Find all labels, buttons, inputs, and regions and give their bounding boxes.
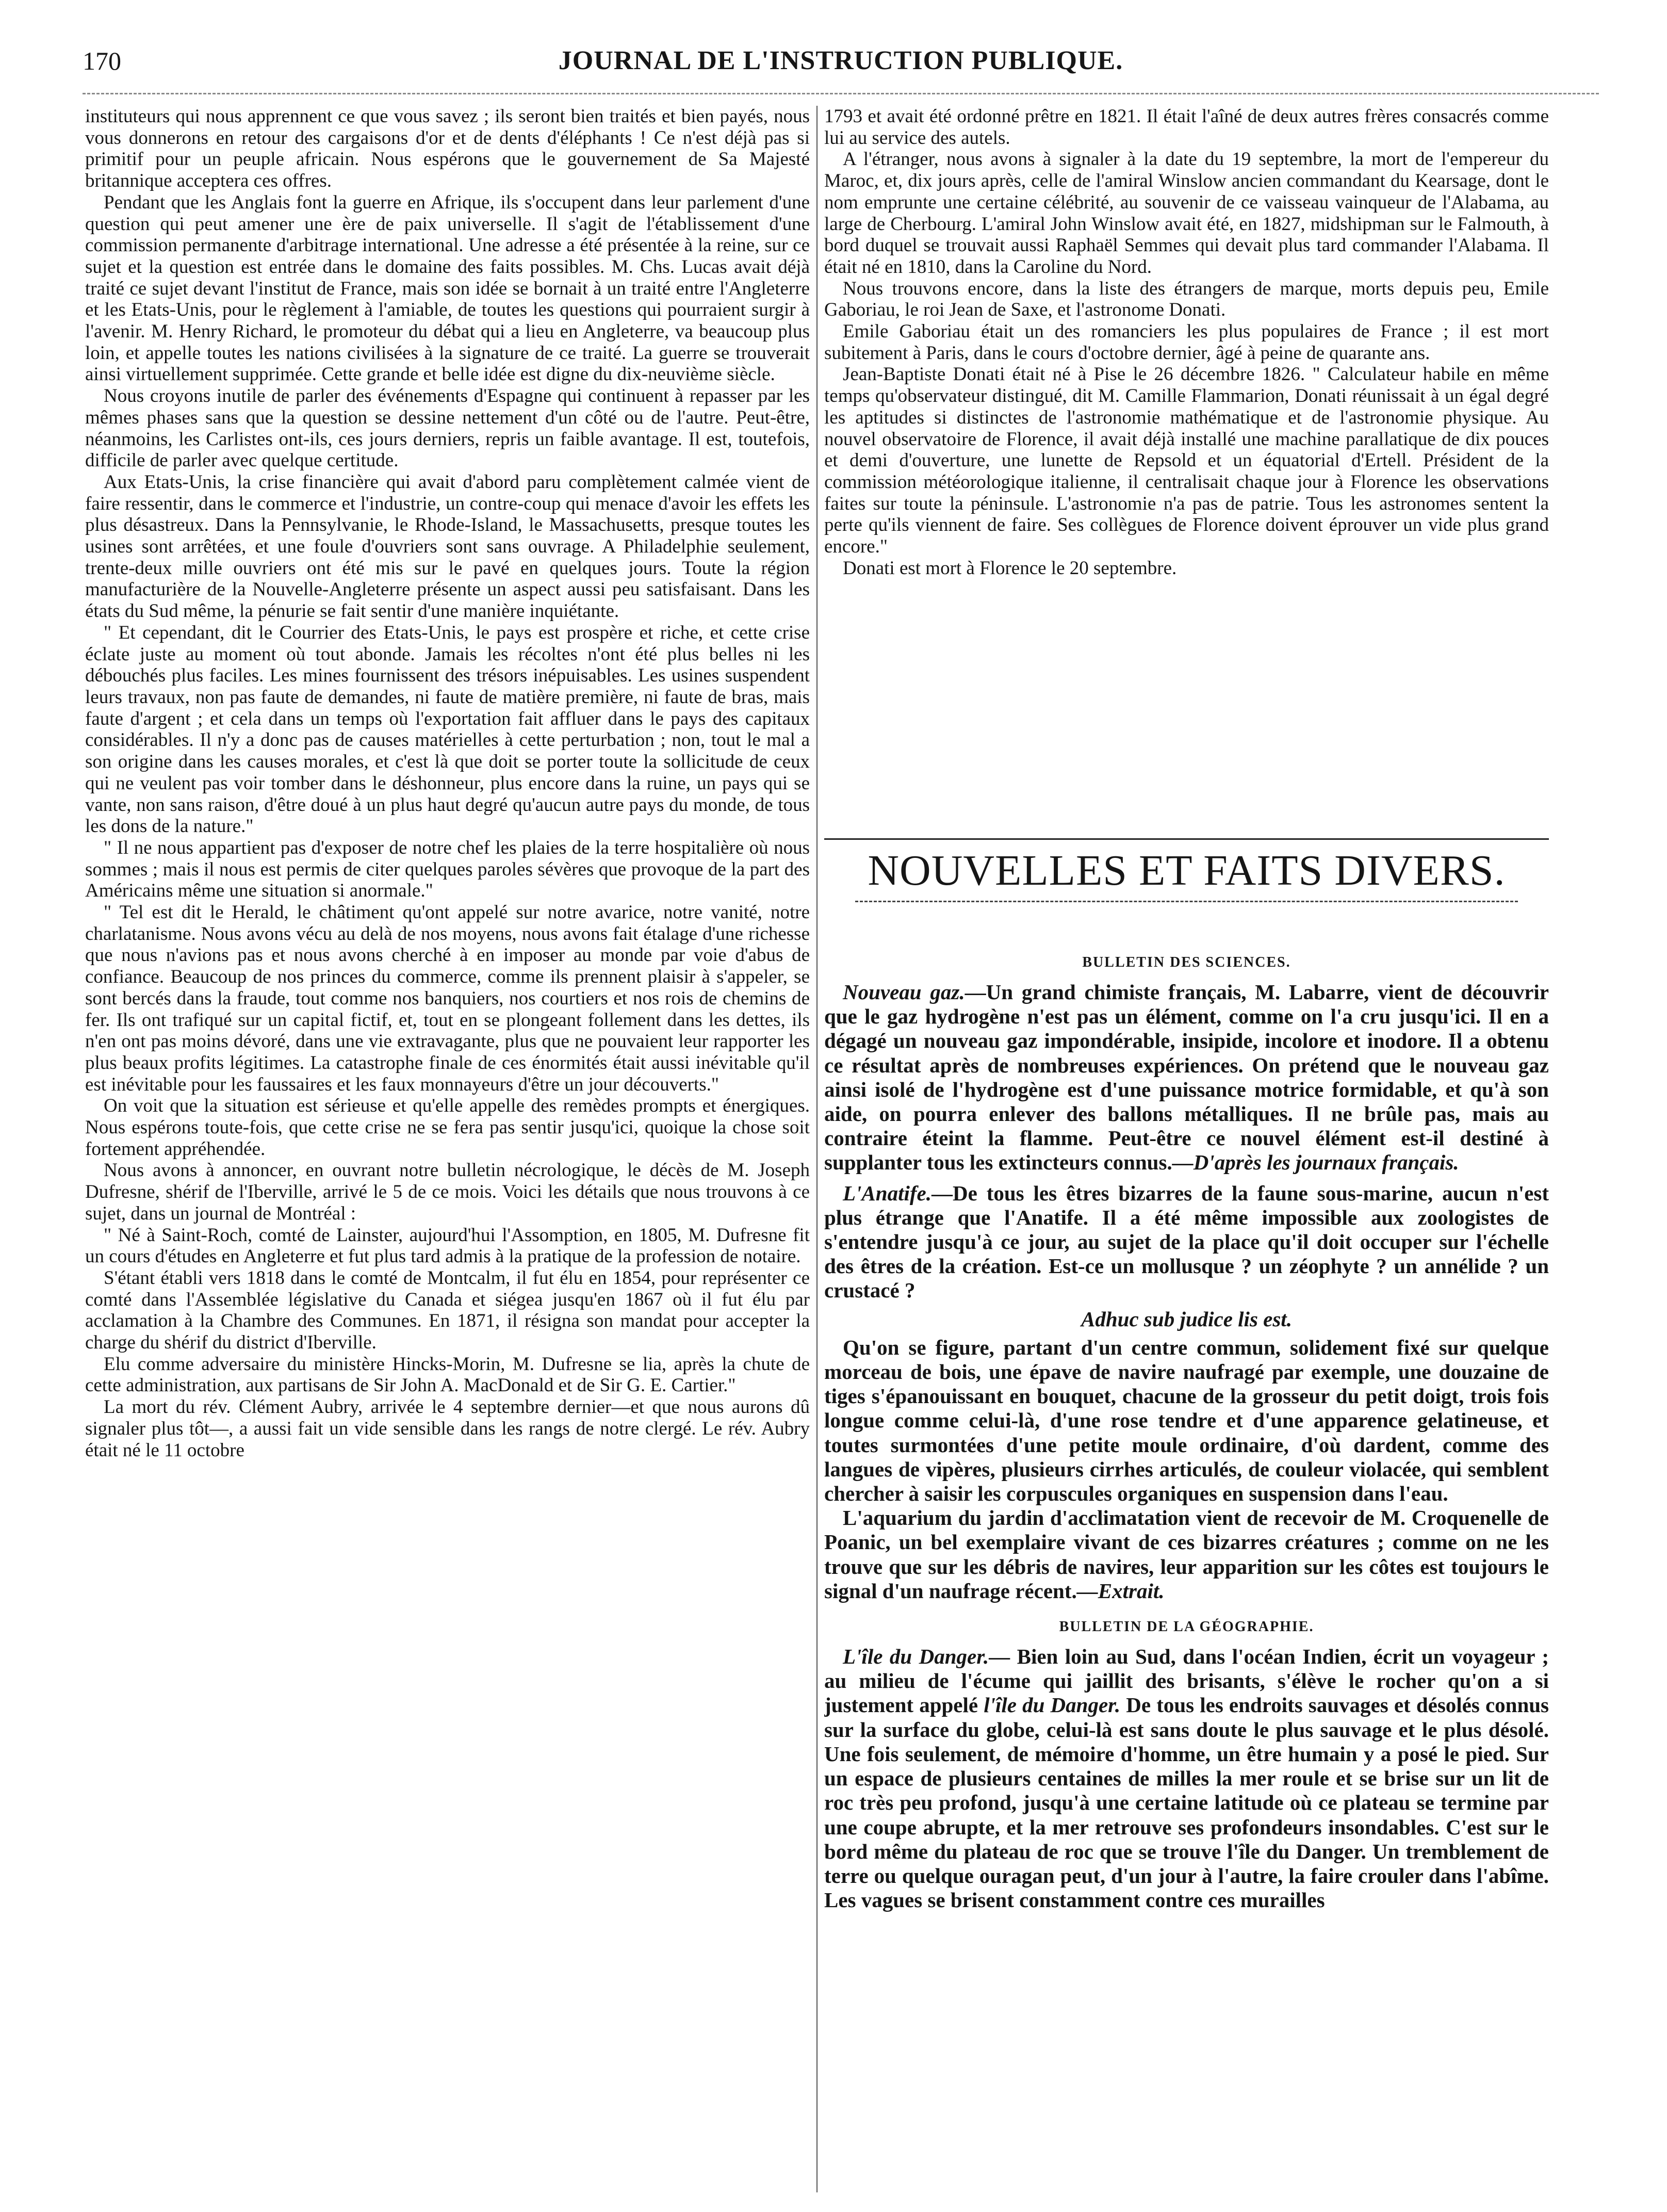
section-title: NOUVELLES ET FAITS DIVERS. <box>868 847 1506 894</box>
paragraph: Donati est mort à Florence le 20 septembre. <box>843 557 1177 579</box>
article-text: —Un grand chimiste français, M. Labarre, vient de découvrir que le gaz hydrogène n'est pas un élément, comme on l'a cru jusqu'ici. Il en a dégagé un nouveau gaz impondérable, insipide, incolore et inodore. Il a obtenu ce résultat après de nombreuses expériences. On prétend que le nouveau gaz ainsi isolé de l'hydrogène est d'une puissance motrice formidable, et qu'à son aide, on pourra enlever des ballons métalliques. Il ne brûle pas, mais au contraire éteint la flamme. Peut-être ce nouvel élément est-il destiné à supplanter tous les extincteurs connus. <box>824 980 1549 1175</box>
paragraph: Emile Gaboriau était un des romanciers les plus populaires de France ; il est mort subitement à Paris, dans le cours d'octobre dernier, âgé à peine de quarante ans. <box>824 321 1549 364</box>
journal-title: JOURNAL DE L'INSTRUCTION PUBLIQUE. <box>558 46 1123 75</box>
article-ile-du-danger <box>824 1645 1549 1912</box>
article-source: —D'après les journaux français. <box>1172 1150 1459 1175</box>
paragraph: Pendant que les Anglais font la guerre en Afrique, ils s'occupent dans leur parlement d'une question qui peut amener une ère de paix universelle. Il s'agit de l'établissement d'une commission permanente d'arbitrage international. Une adresse a été présentée à la reine, sur ce sujet et la question est entrée dans le domaine des faits possibles. M. Chs. Lucas avait déjà traité ce sujet devant l'institut de France, mais son idée se bornait à un traité entre l'Angleterre et les Etats-Unis, pour le règlement à l'amiable, de toutes les questions qui pourraient surgir à l'avenir. M. Henry Richard, le promoteur du débat qui a lieu en Angleterre, va beaucoup plus loin, et appelle toutes les nations civilisées à la signature de ce traité. La guerre se trouverait ainsi virtuellement supprimée. Cette grande et belle idée est digne du dix-neuvième siècle. <box>85 191 810 385</box>
article-title: Nouveau gaz. <box>843 980 965 1004</box>
article-nouveau-gaz <box>824 980 1549 1175</box>
paragraph <box>824 1506 1549 1603</box>
paragraph: On voit que la situation est sérieuse et qu'elle appelle des remèdes prompts et énergiques. Nous espérons toute-fois, que cette crise ne se fera pas sentir jusqu'ici, quoique la chose soit fortement appréhendée. <box>85 1095 810 1160</box>
paragraph: 1793 et avait été ordonné prêtre en 1821. Il était l'aîné de deux autres frères consacrés comme lui au service des autels. <box>824 106 1549 149</box>
article-source: —Extrait. <box>1076 1579 1165 1603</box>
article-text: De tous les endroits sauvages et désolés connus sur la surface du globe, celui-là est sans doute le plus sauvage et le plus désolé. Une fois seulement, de mémoire d'homme, un être humain y a posé le pied. Sur un espace de plusieurs centaines de milles la mer roule et se brise sur un lit de roc très peu profond, jusqu'à une certaine latitude où ce plateau se termine par une coupe abrupte, et la mer retrouve ses profondeurs insondables. C'est sur le bord même du plateau de roc que se trouve l'île du Danger. Un tremblement de terre ou quelque ouragan peut, d'un jour à l'autre, la faire crouler dans l'abîme. Les vagues se brisent constamment contre ces murailles <box>824 1693 1549 1912</box>
section-rule <box>824 838 1549 840</box>
paragraph: Nous avons à annoncer, en ouvrant notre bulletin nécrologique, le décès de M. Joseph Dufresne, shérif de l'Iberville, arrivé le 5 de ce mois. Voici les détails que nous trouvons à ce sujet, dans un journal de Montréal : <box>85 1160 810 1224</box>
right-column-top <box>824 106 1549 807</box>
paragraph: Nous trouvons encore, dans la liste des étrangers de marque, morts depuis peu, Emile Gaboriau, le roi Jean de Saxe, et l'astronome Donati. <box>824 278 1549 321</box>
article-text: —De tous les êtres bizarres de la faune sous-marine, aucun n'est plus étrange que l'Anatife. Il a été même impossible aux zoologistes de s'entendre jusqu'à ce jour, au sujet de la place qu'il doit occuper sur l'échelle des êtres de la création. Est-ce un mollusque ? un zéophyte ? un annélide ? un crustacé ? <box>824 1181 1549 1303</box>
article-text: — Bien loin au Sud, dans l'océan Indien, écrit un voyageur ; au milieu de l'écume qui jaillit des brisants, s'élève le rocher qu'on a si justement appelé <box>824 1645 1549 1717</box>
paragraph: " Il ne nous appartient pas d'exposer de notre chef les plaies de la terre hospitalière où nous sommes ; mais il nous est permis de citer quelques paroles sévères que provoque de la part des Américains même une situation si anormale." <box>85 837 810 902</box>
paragraph: " Tel est dit le Herald, le châtiment qu'ont appelé sur notre avarice, notre vanité, notre charlatanisme. Nous avons vécu au delà de nos moyens, nous avons fait étalage d'une richesse que nous n'avions pas et nous avons cherché à en imposer au monde par voie d'abus de confiance. Beaucoup de nos princes du commerce, comme ils prennent plaisir à s'appeler, se sont bercés dans la fraude, tout comme nos banquiers, nos courtiers et nos rois de chemins de fer. Ils ont trafiqué sur un capital fictif, et, tout en se plongeant follement dans les dettes, ils n'en ont pas moins dévoré, dans une vie extravagante, plus que ne pouvaient leur rapporter les plus beaux profits légitimes. La catastrophe finale de ces énormités était aussi inévitable qu'il est inévitable pour les faussaires et les faux monnayeurs d'être un jour découverts." <box>85 902 810 1095</box>
latin-quote: Adhuc sub judice lis est. <box>1081 1307 1292 1331</box>
bulletin-sciences-heading: BULLETIN DES SCIENCES. <box>1082 954 1291 970</box>
paragraph: Elu comme adversaire du ministère Hincks-Morin, M. Dufresne se lia, après la chute de cette administration, aux partisans de Sir John A. MacDonald et de Sir G. E. Cartier." <box>85 1353 810 1396</box>
paragraph: Jean-Baptiste Donati était né à Pise le 26 décembre 1826. " Calculateur habile en même temps qu'observateur distingué, dit M. Camille Flammarion, Donati réunissait à un égal degré les aptitudes si distinctes de l'astronomie mathématique et de l'astronomie physique. Au nouvel observatoire de Florence, il avait déjà installé une machine parallatique de dix pouces et demi d'ouverture, une lunette de Repsold et un équatorial d'Ertell. Président de la commission météorologique italienne, il centralisait chaque jour à Florence les observations faites sur toute la péninsule. L'astronomie n'a pas de patrie. Tous les astronomes sentent la perte qu'ils viennent de faire. Ses collègues de Florence doivent éprouver un vide plus grand encore." <box>824 364 1549 558</box>
paragraph: " Né à Saint-Roch, comté de Lainster, aujourd'hui l'Assomption, en 1805, M. Dufresne fit un cours d'études en Angleterre et fut plus tard admis à la pratique de la profession de notaire. <box>85 1224 810 1267</box>
paragraph: S'étant établi vers 1818 dans le comté de Montcalm, il fut élu en 1854, pour représenter ce comté dans l'Assemblée législative du Canada et siégea jusqu'en 1867 où il fut élu par acclamation à la Chambre des Communes. En 1871, il résigna son mandat pour accepter la charge du shérif du district d'Iberville. <box>85 1267 810 1354</box>
page-number: 170 <box>83 46 121 75</box>
paragraph: " Et cependant, dit le Courrier des Etats-Unis, le pays est prospère et riche, et cette crise éclate juste au moment où tout abonde. Jamais les récoltes n'ont été plus belles ni les débouchés plus faciles. Les mines fournissent des trésors inépuisables. Les usines suspendent leurs travaux, non pas faute de demandes, ni faute de matière première, ni faute de bras, mais faute d'argent ; et cela dans un temps où l'exportation fait affluer dans le pays des capitaux considérables. Il n'y a donc pas de causes matérielles à cette perturbation ; non, tout le mal a son origine dans les causes morales, et c'est là que doit se porter toute la sollicitude de ceux qui ne veulent pas voir tomber dans le déshonneur, plus encore dans la ruine, un pays qui se vante, non sans raison, d'être doué à un plus haut degré qu'aucun autre pays du monde, de tous les dons de la nature." <box>85 622 810 837</box>
paragraph: Nous croyons inutile de parler des événements d'Espagne qui continuent à repasser par les mêmes phases sans que la question se dessine nettement d'un côté ou de l'autre. Peut-être, néanmoins, les Carlistes ont-ils, ces jours derniers, repris un faible avantage. Il est, toutefois, difficile de parler avec quelque certitude. <box>85 385 810 471</box>
bulletin-geographie-heading: BULLETIN DE LA GÉOGRAPHIE. <box>1059 1619 1314 1635</box>
left-column <box>85 106 810 2195</box>
column-divider <box>816 106 818 2192</box>
section-rule-dashed <box>855 901 1518 902</box>
paragraph: A l'étranger, nous avons à signaler à la date du 19 septembre, la mort de l'empereur du Maroc, et, dix jours après, celle de l'amiral Winslow ancien commandant du Kearsage, dont le nom emprunte une certaine célébrité, au souvenir de ce vaisseau vainqueur de l'Alabama, au large de Cherbourg. L'amiral John Winslow avait été, en 1827, midshipman sur le Falmouth, à bord duquel se trouvait aussi Raphaël Semmes qui devait plus tard commander l'Alabama. Il était né en 1810, dans la Caroline du Nord. <box>824 149 1549 278</box>
article-anatife <box>824 1181 1549 1303</box>
right-column-bottom <box>824 939 1549 2198</box>
article-title: L'Anatife. <box>843 1181 931 1205</box>
article-title-inline: l'île du Danger. <box>984 1693 1121 1717</box>
header-rule <box>83 93 1599 94</box>
paragraph: instituteurs qui nous apprennent ce que vous savez ; ils seront bien traités et bien payés, nous vous donnerons en retour des cargaisons d'or et de dents d'éléphants ! Ce n'est déjà pas si primitif pour un peuple africain. Nous espérons que le gouvernement de Sa Majesté britannique acceptera ces offres. <box>85 106 810 192</box>
faits-divers-header <box>824 838 1549 902</box>
page-header <box>83 45 1599 82</box>
paragraph: Qu'on se figure, partant d'un centre commun, solidement fixé sur quelque morceau de bois, une épave de navire naufragé par exemple, une douzaine de tiges s'épanouissant en bouquet, chacune de la grosseur du petit doigt, trois fois longue comme celui-là, d'une rose tendre et d'une apparence gelatineuse, et toutes surmontées d'une petite moule ordinaire, d'où dardent, comme des langues de vipères, plusieurs cirrhes articulés, de couleur violacée, qui semblent chercher à saisir les corpuscules organiques en suspension dans l'eau. <box>824 1335 1549 1506</box>
article-text: L'aquarium du jardin d'acclimatation vient de recevoir de M. Croquenelle de Poanic, un bel exemplaire vivant de ces bizarres créatures ; comme on ne les trouve que sur les débris de navires, leur apparition sur les côtes est toujours le signal d'un naufrage récent. <box>824 1506 1549 1603</box>
paragraph: La mort du rév. Clément Aubry, arrivée le 4 septembre dernier—et que nous aurons dû signaler plus tôt—, a aussi fait un vide sensible dans les rangs de notre clergé. Le rév. Aubry était né le 11 octobre <box>85 1396 810 1461</box>
article-title: L'île du Danger. <box>843 1645 989 1669</box>
paragraph: Aux Etats-Unis, la crise financière qui avait d'abord paru complètement calmée vient de faire ressentir, dans le commerce et l'industrie, un contre-coup qui menace d'avoir les effets les plus désastreux. Dans la Pennsylvanie, le Rhode-Island, le Massachusetts, presque toutes les usines sont arrêtées, et une foule d'ouvriers sont sans ouvrage. A Philadelphie seulement, trente-deux mille ouvriers ont été mis sur le pavé en quelques jours. Toute la région manufacturière de la Nouvelle-Angleterre présente un aspect aussi peu satisfaisant. Dans les états du Sud même, la pénurie se fait sentir d'une manière inquiétante. <box>85 471 810 622</box>
